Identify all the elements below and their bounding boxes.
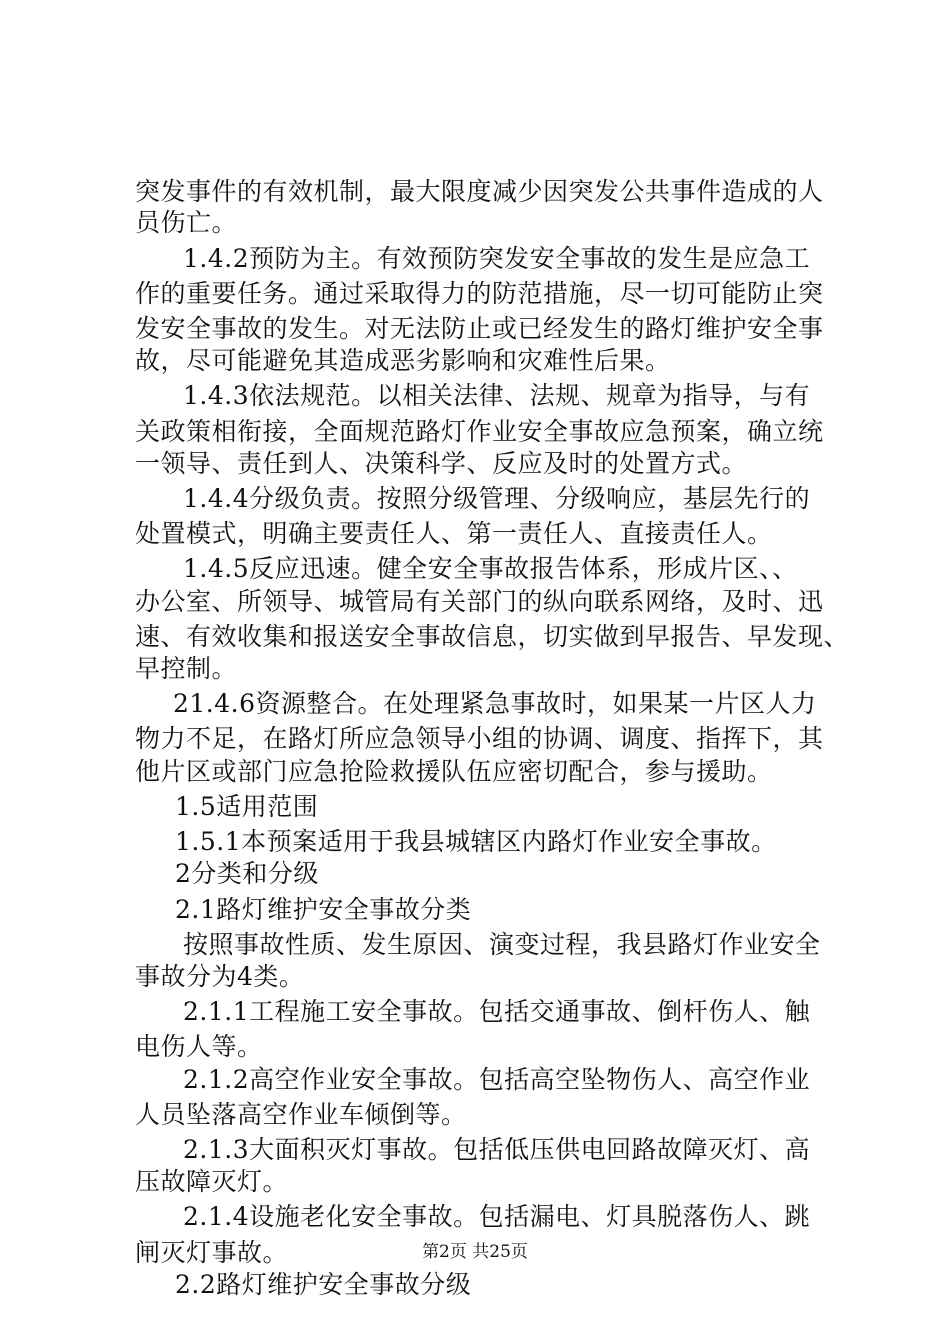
page-footer (0, 1240, 950, 1264)
text-line: 2.1.4设施老化安全事故。包括漏电、灯具脱落伤人、跳 (183, 1202, 811, 1231)
text-line: 压故障灭灯。 (135, 1167, 289, 1196)
text-line: 办公室、所领导、城管局有关部门的纵向联系网络，及时、迅 (135, 587, 824, 616)
text-line: 电伤人等。 (135, 1032, 263, 1061)
text-line: 关政策相衔接，全面规范路灯作业安全事故应急预案，确立统 (135, 417, 824, 446)
text-line: 作的重要任务。通过采取得力的防范措施，尽一切可能防止突 (135, 279, 824, 308)
text-line: 故，尽可能避免其造成恶劣影响和灾难性后果。 (135, 346, 671, 375)
text-line: 速、有效收集和报送安全事故信息，切实做到早报告、早发现、 (135, 622, 850, 651)
text-line: 事故分为4类。 (135, 962, 305, 991)
text-line: 1.4.4分级负责。按照分级管理、分级响应，基层先行的 (183, 484, 811, 513)
text-line: 2.1.3大面积灭灯事故。包括低压供电回路故障灭灯、高 (183, 1135, 811, 1164)
text-line: 1.4.2预防为主。有效预防突发安全事故的发生是应急工 (183, 244, 811, 273)
text-line: 处置模式，明确主要责任人、第一责任人、直接责任人。 (135, 519, 773, 548)
text-line: 1.5.1本预案适用于我县城辖区内路灯作业安全事故。 (175, 827, 777, 856)
text-line: 1.4.5反应迅速。健全安全事故报告体系，形成片区、、 (183, 554, 798, 583)
text-line: 物力不足，在路灯所应急领导小组的协调、调度、指挥下，其 (135, 724, 824, 753)
text-line: 发安全事故的发生。对无法防止或已经发生的路灯维护安全事 (135, 314, 824, 343)
text-line: 他片区或部门应急抢险救援队伍应密切配合，参与援助。 (135, 757, 773, 786)
page-number-label: 第2页 共25页 (422, 1242, 528, 1262)
text-line: 早控制。 (135, 654, 238, 683)
text-line: 2.1.1工程施工安全事故。包括交通事故、倒杆伤人、触 (183, 997, 811, 1026)
text-line: 2.1路灯维护安全事故分类 (175, 895, 472, 924)
text-line: 人员坠落高空作业车倾倒等。 (135, 1100, 467, 1129)
text-line: 2分类和分级 (175, 859, 319, 888)
text-line: 1.4.3依法规范。以相关法律、法规、规章为指导，与有 (183, 381, 811, 410)
text-line: 21.4.6资源整合。在处理紧急事故时，如果某一片区人力 (173, 689, 817, 718)
text-line: 一领导、责任到人、决策科学、反应及时的处置方式。 (135, 449, 748, 478)
text-line: 2.1.2高空作业安全事故。包括高空坠物伤人、高空作业 (183, 1065, 811, 1094)
text-line: 闸灭灯事故。 (135, 1238, 289, 1267)
text-line: 2.2路灯维护安全事故分级 (175, 1270, 472, 1299)
text-line: 按照事故性质、发生原因、演变过程，我县路灯作业安全 (183, 930, 821, 959)
text-line: 突发事件的有效机制，最大限度减少因突发公共事件造成的人 (135, 177, 824, 206)
text-line: 员伤亡。 (135, 208, 238, 237)
text-line: 1.5适用范围 (175, 792, 319, 821)
